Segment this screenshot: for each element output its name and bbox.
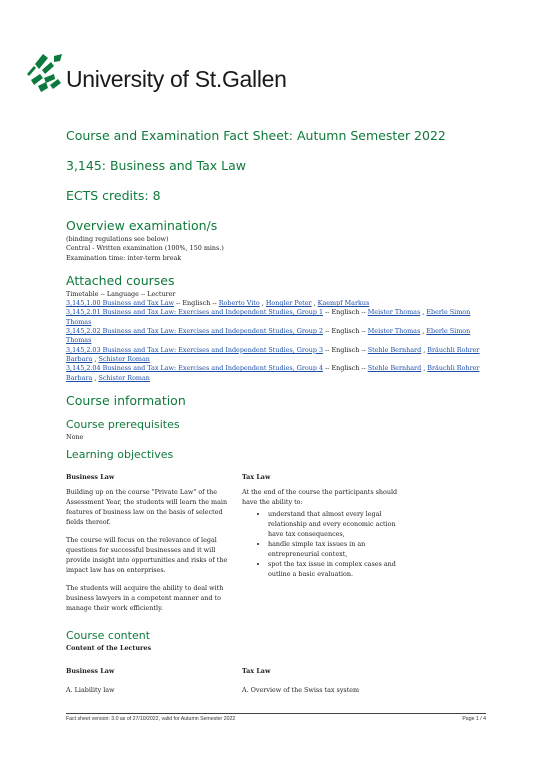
footer-version: Fact sheet version: 3.0 as of 27/10/2022, valid for Autumn Semester 2022 [66,716,236,722]
page-number: Page 1 / 4 [462,716,486,722]
overview-heading: Overview examination/s [66,218,218,233]
course-content-heading: Course content [66,629,151,643]
lecturer-link[interactable]: Hongler Peter [265,299,312,308]
tax-law-column [242,473,412,621]
course-link[interactable]: 3,145,2.04 Business and Tax Law: Exercises and Independent Studies, Group 4 [66,364,324,373]
prerequisites-text: None [66,432,84,441]
course-language: -- Englisch -- [323,327,368,336]
footer [66,716,486,722]
lecturer-link[interactable]: Stehle Bernhard [367,364,422,373]
paragraph: At the end of the course the participants should have the ability to: [242,488,398,507]
course-link[interactable]: 3,145,2.01 Business and Tax Law: Exercises and Independent Studies, Group 1 [66,308,324,317]
list-item: • handle simple tax issues in an entrepreneurial context, [268,539,412,559]
business-law-content-column [66,667,236,703]
list-item: • understand that almost every legal relationship and every economic action have tax consequences, [268,509,412,539]
content-subheading: Content of the Lectures [66,644,152,653]
attached-courses-heading: Attached courses [66,272,175,288]
lecturer-link[interactable]: Stehle Bernhard [367,345,422,354]
attached-course-item: 3,145,2.02 Business and Tax Law: Exercises and Independent Studies, Group 2 -- Englisch -- Meister Thomas , Eberle Simon Thomas [66,327,471,345]
lecturer-link[interactable]: Meister Thomas [367,308,421,317]
course-title: 3,145: Business and Tax Law [66,158,246,173]
lecturer-link[interactable]: Bräuchli Rohrer Barbara [66,364,480,382]
footer-divider [66,713,486,714]
prerequisites-heading: Course prerequisites [66,417,180,431]
document-title: Course and Examination Fact Sheet: Autumn Semester 2022 [66,128,446,143]
attached-course-item: 3,145,2.03 Business and Tax Law: Exercises and Independent Studies, Group 3 -- Englisch -- Stehle Bernhard , Bräuchli Rohrer Barbara , Schister Roman [66,345,480,363]
learning-objectives-heading: Learning objectives [66,448,174,462]
lecturer-link[interactable]: Bräuchli Rohrer Barbara [66,345,480,363]
column-heading: Business Law [66,667,115,676]
overview-line: Examination time: inter-term break [66,253,182,262]
objectives-list [242,509,412,579]
lecturer-link[interactable]: Eberle Simon Thomas [66,308,471,326]
overview-line: Central - Written examination (100%, 150 mins.) [66,244,224,253]
attached-course-item: 3,145,2.01 Business and Tax Law: Exercises and Independent Studies, Group 1 -- Englisch -- Meister Thomas , Eberle Simon Thomas [66,308,471,326]
column-heading: Business Law [66,473,115,482]
paragraph: The course will focus on the relevance of legal questions for successful businesses and it will provide insight into opportunities and risks of the impact law has on enterprises. [66,536,228,575]
attached-course-item: 3,145,2.04 Business and Tax Law: Exercises and Independent Studies, Group 4 -- Englisch -- Stehle Bernhard , Bräuchli Rohrer Barbara , Schister Roman [66,364,480,382]
content-item: A. Overview of the Swiss tax system [242,686,360,695]
overview-line: (binding regulations see below) [66,235,169,243]
lecturer-link[interactable]: Meister Thomas [367,327,421,336]
paragraph: Building up on the course "Private Law" of the Assessment Year, the students will learn the main features of business law on the basis of selected fields thereof. [66,488,228,527]
lecturer-link[interactable]: Schister Roman [98,354,150,363]
course-language: -- Englisch -- [323,364,368,373]
course-information-heading: Course information [66,392,186,408]
main-content [66,128,486,703]
content-item: A. Liability law [66,686,115,695]
course-link[interactable]: 3,145,2.02 Business and Tax Law: Exercises and Independent Studies, Group 2 [66,327,324,336]
column-heading: Tax Law [242,473,271,482]
course-language: -- Englisch -- [323,308,368,317]
course-content-columns [66,667,486,703]
ects-credits: ECTS credits: 8 [66,188,161,203]
course-language: -- Englisch -- [174,299,219,308]
university-name: University of St.Gallen [66,66,287,92]
business-law-column [66,473,236,621]
lecturer-link[interactable]: Schister Roman [98,373,150,382]
list-item: • spot the tax issue in complex cases and outline a basic evaluation. [268,559,412,579]
tax-law-content-column [242,667,412,703]
course-link[interactable]: 3,145,1.00 Business and Tax Law [66,299,174,308]
course-language: -- Englisch -- [323,345,368,354]
paragraph: The students will acquire the ability to deal with business lawyers in a competent manner and to manage their work efficiently. [66,584,224,613]
column-heading: Tax Law [242,667,271,676]
attached-course-item: 3,145,1.00 Business and Tax Law -- Englisch -- Roberto Vito , Hongler Peter , Kaempf Markus [66,299,370,308]
lecturer-link[interactable]: Roberto Vito [218,299,260,308]
attached-courses-subheading: Timetable -- Language -- Lecturer [66,289,176,298]
learning-objectives-columns [66,473,486,621]
lecturer-link[interactable]: Eberle Simon Thomas [66,327,471,345]
lecturer-link[interactable]: Kaempf Markus [317,299,370,308]
course-link[interactable]: 3,145,2.03 Business and Tax Law: Exercises and Independent Studies, Group 3 [66,345,324,354]
